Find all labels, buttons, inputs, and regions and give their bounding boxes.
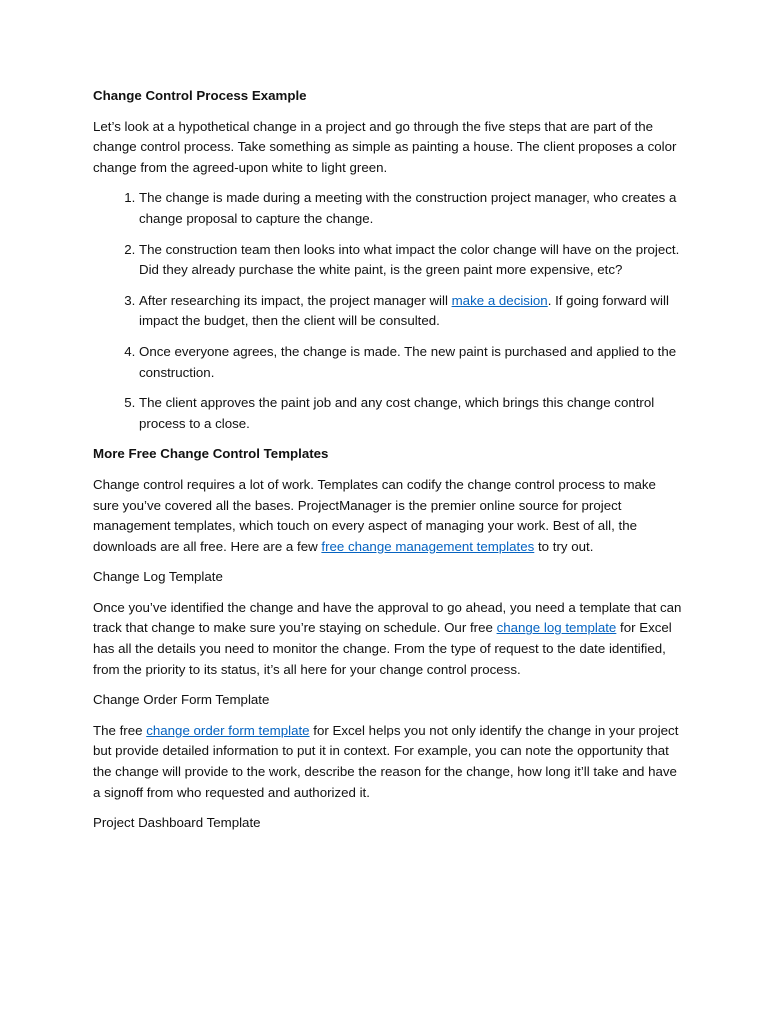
subheading-change-order-form: Change Order Form Template [93,692,270,708]
step-3-text-after: . If going forward will impact the budget, then the client will be consulted. [139,292,669,329]
change-log-text-before: Once you’ve identified the change and have the approval to go ahead, you need a template that can track that change to make sure you’re staying on schedule. Our free [93,599,682,636]
free-change-management-templates-link[interactable]: free change management templates [321,538,535,554]
section-heading-change-control-process: Change Control Process Example [93,88,307,103]
change-order-text-before: The free [93,722,147,738]
list-item-step-3 [139,291,683,332]
section-heading-more-templates: More Free Change Control Templates [93,446,329,462]
templates-text-after: to try out. [534,538,594,554]
change-log-text-after: for Excel has all the details you need to monitor the change. From the type of request to the date identified, from the priority to its status, it’s all here for your change control process. [93,620,672,677]
change-order-form-template-link[interactable]: change order form template [146,722,310,738]
intro-paragraph: Let’s look at a hypothetical change in a project and go through the five steps that are part of the change control process. Take something as simple as painting a house. The client proposes a color change from the agreed-upon white to light green. [93,118,677,175]
subheading-change-log: Change Log Template [93,569,223,585]
change-log-template-link[interactable]: change log template [496,620,617,636]
list-item-step-2: 2. The construction team then looks into what impact the color change will have on the project. Did they already purchase the white paint, is the green paint more expensive, etc? [139,240,683,281]
step-3-text-before: After researching its impact, the project manager will [139,292,452,308]
change-log-paragraph [93,598,683,680]
templates-paragraph [93,475,683,557]
list-item-step-5: 5. The client approves the paint job and any cost change, which brings this change control process to a close. [139,393,683,434]
list-item-step-4: 4. Once everyone agrees, the change is made. The new paint is purchased and applied to the construction. [139,342,683,383]
list-item-step-1: 1. The change is made during a meeting with the construction project manager, who creates a change proposal to capture the change. [139,188,683,229]
document-page [93,86,683,844]
change-order-paragraph [93,721,683,803]
subheading-project-dashboard: Project Dashboard Template [93,815,261,831]
steps-list [93,188,683,434]
make-a-decision-link[interactable]: make a decision [451,292,548,308]
templates-text-before: Change control requires a lot of work. Templates can codify the change control process to make sure you’ve covered all the bases. ProjectManager is the premier online source for project management templates, which touch on every aspect of managing your work. Best of all, the downloads are all free. Here are a few [93,476,656,554]
change-order-text-after: for Excel helps you not only identify the change in your project but provide detailed information to put it in context. For example, you can note the opportunity that the change will provide to the work, describe the reason for the change, how long it’ll take and have a signoff from who requested and authorized it. [93,722,679,800]
